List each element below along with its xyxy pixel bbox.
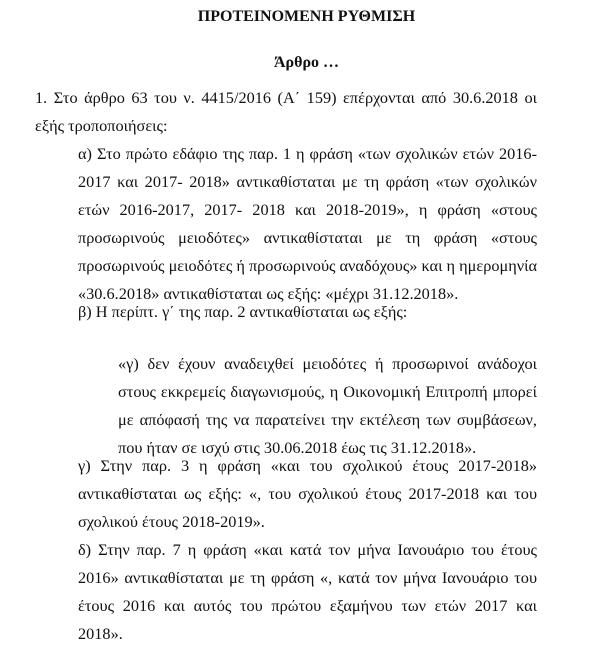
subsection-delta: δ) Στην παρ. 7 η φράση «και κατά τον μήνα Ιανουάριο του έτους 2016» αντικαθίσταται με τη φράση «, κατά τον μήνα Ιανουάριο του έτους 2016 και αυτός του πρώτου εξαμήνου των ετών 2017 και 2018». <box>78 540 537 643</box>
paragraph-1: 1. Στο άρθρο 63 του ν. 4415/2016 (Α΄ 159) επέρχονται από 30.6.2018 οι εξής τροποποιήσεις: <box>35 88 537 135</box>
subsection-beta: β) Η περίπτ. γ΄ της παρ. 2 αντικαθίσταται ως εξής: <box>78 302 408 321</box>
subsection-alpha: α) Στο πρώτο εδάφιο της παρ. 1 η φράση «των σχολικών ετών 2016-2017 και 2017- 2018» αντικαθίσταται με τη φράση «των σχολικών ετών 2016-2017, 2017- 2018 και 2018-2019», η φράση «στους προσωρινούς μειοδότες» αντικαθίσταται με τη φράση «στους προσωρινούς μειοδότες ή προσωρινούς αναδόχους» και η ημερομηνία «30.6.2018» αντικαθίσταται ως εξής: «μέχρι 31.12.2018». <box>78 144 537 303</box>
document-title: ΠΡΟΤΕΙΝΟΜΕΝΗ ΡΥΘΜΙΣΗ <box>197 8 416 25</box>
article-heading: Άρθρο … <box>273 54 340 71</box>
subsection-beta-quote: «γ) δεν έχουν αναδειχθεί μειοδότες ή προσωρινοί ανάδοχοι στους εκκρεμείς διαγωνισμούς, η Οικονομική Επιτροπή μπορεί με απόφασή της να παρατείνει την εκτέλεση των συμβάσεων, που ήταν σε ισχύ στις 30.06.2018 έως τις 31.12.2018». <box>118 354 537 457</box>
subsection-gamma: γ) Στην παρ. 3 η φράση «και του σχολικού έτους 2017-2018» αντικαθίσταται ως εξής: «, του σχολικού έτους 2017-2018 και του σχολικού έτους 2018-2019». <box>78 456 537 531</box>
